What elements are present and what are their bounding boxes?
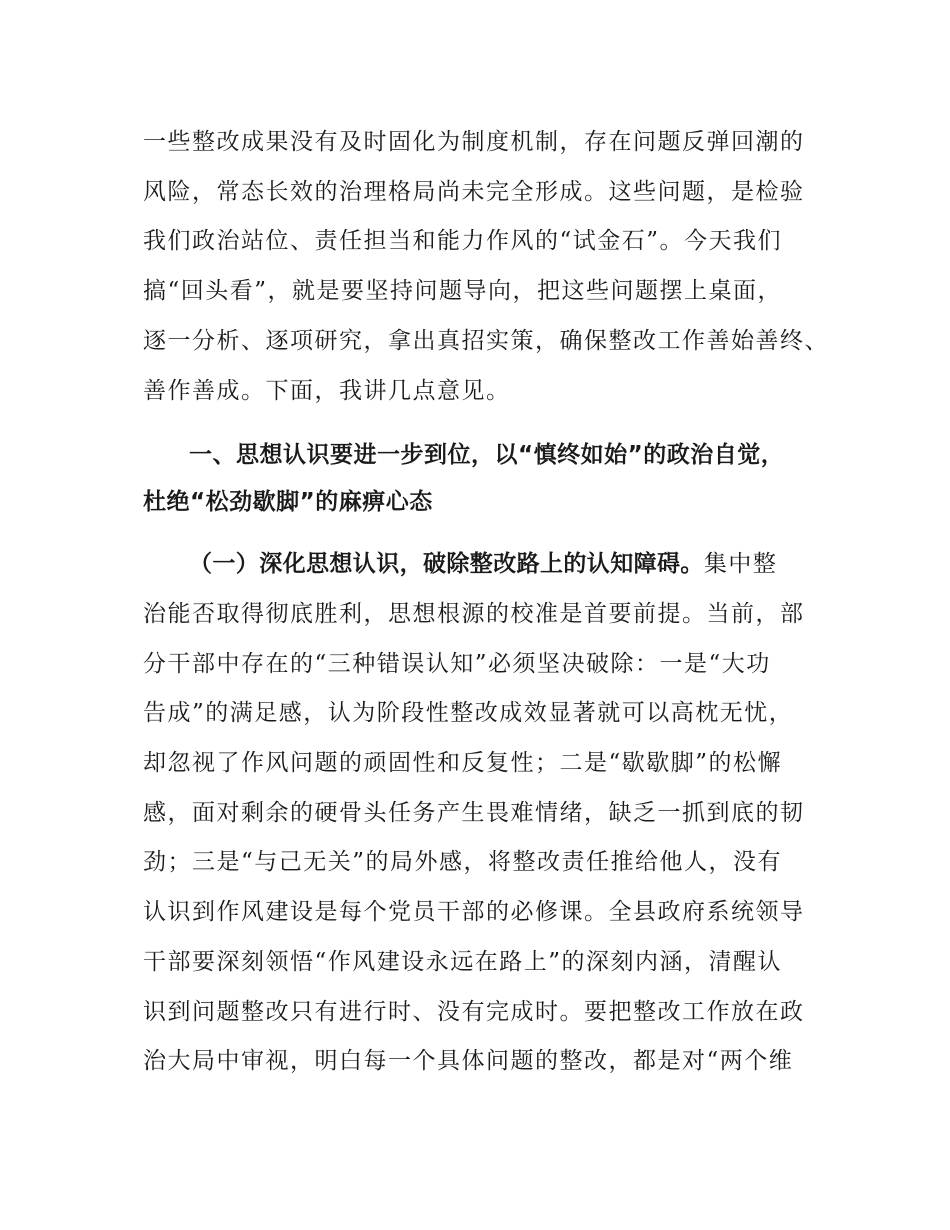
text-line: 风险，常态长效的治理格局尚未完全形成。这些问题，是检验 bbox=[143, 178, 805, 205]
text-line: 劲；三是“与己无关”的局外感，将整改责任推给他人，没有 bbox=[143, 849, 783, 876]
heading-line: 杜绝“松劲歇脚”的麻痹心态 bbox=[143, 489, 433, 516]
heading-line: 一、思想认识要进一步到位，以“慎终如始”的政治自觉， bbox=[189, 442, 785, 469]
intro-paragraph bbox=[143, 118, 829, 416]
document-page bbox=[143, 118, 829, 1087]
text-line: 搞“回头看”，就是要坚持问题导向，把这些问题摆上桌面， bbox=[143, 278, 783, 305]
text-line: 感，面对剩余的硬骨头任务产生畏难情绪，缺乏一抓到底的韧 bbox=[143, 799, 805, 826]
text-line: 告成”的满足感，认为阶段性整改成效显著就可以高枕无忧， bbox=[143, 700, 794, 727]
text-line bbox=[143, 540, 811, 590]
section-heading bbox=[143, 432, 811, 526]
text-line: 认识到作风建设是每个党员干部的必修课。全县政府系统领导 bbox=[143, 899, 805, 926]
text-line: 分干部中存在的“三种错误认知”必须坚决破除：一是“大功 bbox=[143, 650, 771, 677]
text-line: 我们政治站位、责任担当和能力作风的“试金石”。今天我们 bbox=[143, 228, 783, 255]
text-line: 治能否取得彻底胜利，思想根源的校准是首要前提。当前，部 bbox=[143, 600, 805, 627]
text-line: 干部要深刻领悟“作风建设永远在路上”的深刻内涵，清醒认 bbox=[143, 948, 783, 975]
text-line: 却忽视了作风问题的顽固性和反复性；二是“歇歇脚”的松懈 bbox=[143, 750, 783, 777]
subsection-lead: （一）深化思想认识，破除整改路上的认知障碍。 bbox=[189, 551, 704, 578]
text-line: 逐一分析、逐项研究，拿出真招实策，确保整改工作善始善终、 bbox=[143, 327, 829, 354]
text-line: 识到问题整改只有进行时、没有完成时。要把整改工作放在政 bbox=[143, 998, 805, 1025]
subsection-paragraph bbox=[143, 540, 811, 1087]
text-line: 一些整改成果没有及时固化为制度机制，存在问题反弹回潮的 bbox=[143, 129, 805, 155]
lead-line-rest: 集中整 bbox=[703, 551, 778, 578]
text-line: 善作善成。下面，我讲几点意见。 bbox=[143, 377, 511, 404]
text-line: 治大局中审视，明白每一个具体问题的整改，都是对“两个维 bbox=[143, 1048, 794, 1075]
